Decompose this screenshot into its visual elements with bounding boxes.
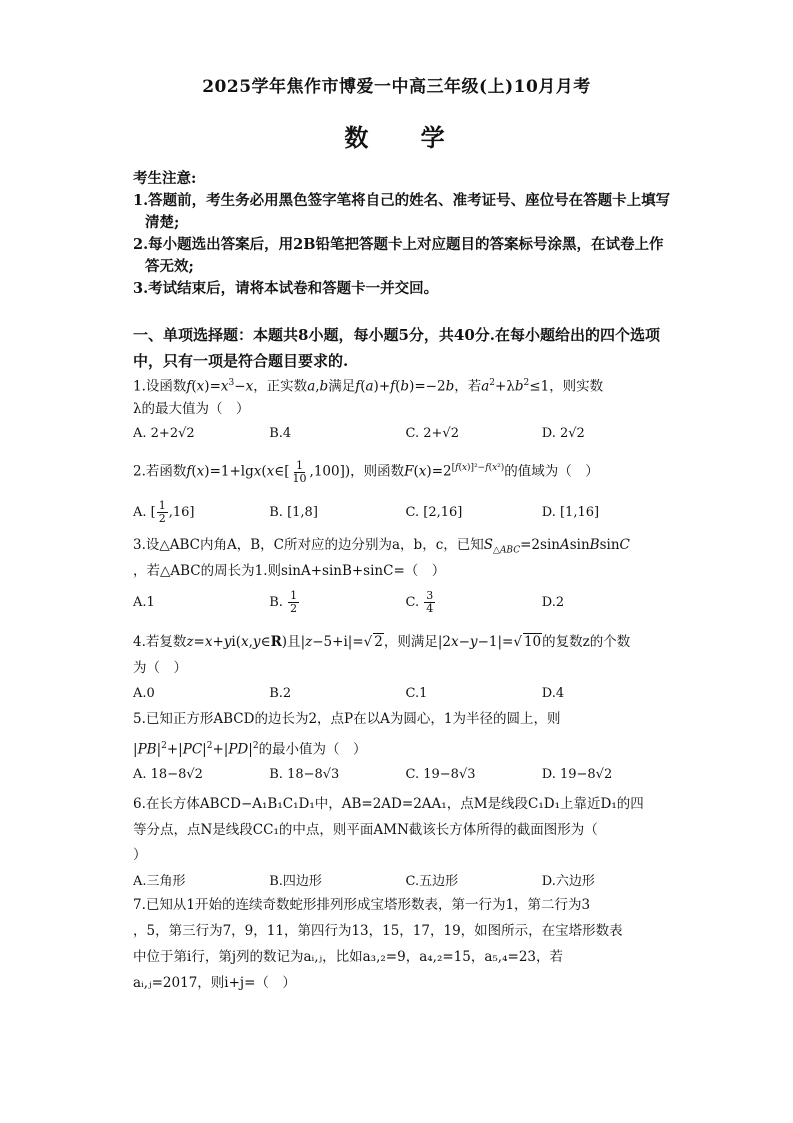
question-6-line-3: ） <box>133 847 147 863</box>
q2-option-d[interactable]: D. [1,16] <box>541 505 600 520</box>
q5-option-d[interactable]: D. 19−8√2 <box>541 767 613 782</box>
q4-option-b[interactable]: B.2 <box>269 686 292 701</box>
question-5-line-2: $|PB|^2+|PC|^2+|PD|^2$的最小值为（ ） <box>133 741 367 758</box>
q6-option-a[interactable]: A.三角形 <box>133 874 186 889</box>
question-3-line-2: ，若△ABC的周长为1.则sinA+sinB+sinC=（ ） <box>133 563 446 579</box>
q3-option-b[interactable]: B. $\frac{1}{2}$ <box>269 589 298 615</box>
q1-option-a[interactable]: A. 2+2√2 <box>133 426 195 441</box>
question-4-line-2: 为（ ） <box>133 660 187 676</box>
notice-heading: 考生注意: <box>133 170 197 187</box>
question-5-options <box>133 767 678 782</box>
q6-option-c[interactable]: C.五边形 <box>405 874 459 889</box>
question-6-options <box>133 870 678 889</box>
question-1-line-2: λ的最大值为（ ） <box>133 401 250 417</box>
section-heading: 一、单项选择题：本题共8小题，每小题5分，共40分.在每小题给出的四个选项中，只有一项是符合题目要求的. <box>133 326 660 370</box>
question-3-options <box>133 590 678 615</box>
notice-item-3: 3.考试结束后，请将本试卷和答题卡一并交回。 <box>133 280 439 297</box>
question-7-line-1: 7.已知从1开始的连续奇数蛇形排列形成宝塔形数表，第一行为1，第二行为3 <box>133 897 591 913</box>
question-7-line-2: ，5，第三行为7，9，11，第四行为13，15，17，19，如图所示，在宝塔形数表 <box>133 923 623 939</box>
question-6-line-2: 等分点，点N是线段CC₁的中点，则平面AMN截该长方体所得的截面图形为（ <box>133 822 598 838</box>
notice-block <box>133 168 673 300</box>
q3-option-d[interactable]: D.2 <box>541 595 565 610</box>
q5-option-a[interactable]: A. 18−8√2 <box>133 767 203 782</box>
q3-option-c[interactable]: C. $\frac{3}{4}$ <box>405 589 434 615</box>
q1-option-d[interactable]: D. 2√2 <box>541 426 585 441</box>
question-6-line-1: 6.在长方体ABCD−A₁B₁C₁D₁中，AB=2AD=2AA₁，点M是线段C₁D₁上靠近D₁的四 <box>133 796 644 812</box>
q6-option-d[interactable]: D.六边形 <box>541 874 595 889</box>
q6-option-b[interactable]: B.四边形 <box>269 874 322 889</box>
q1-option-c[interactable]: C. 2+√2 <box>405 426 459 441</box>
q2-option-b[interactable]: B. [1,8] <box>269 505 318 520</box>
subject-title: 数 学 <box>344 123 467 152</box>
q4-option-d[interactable]: D.4 <box>541 686 565 701</box>
q3-option-a[interactable]: A.1 <box>133 595 155 610</box>
question-4-options <box>133 686 678 701</box>
question-5-line-1: 5.已知正方形ABCD的边长为2，点P在以A为圆心，1为半径的圆上，则 <box>133 711 561 727</box>
question-3-line-1: 3.设△ABC内角A，B，C所对应的边分别为a，b，c，已知$S_{\triangle ABC}=2sinAsinBsinC$ <box>133 537 630 556</box>
q5-option-c[interactable]: C. 19−8√3 <box>405 767 476 782</box>
notice-item-2: 2.每小题选出答案后，用2B铅笔把答题卡上对应题目的答案标号涂黑，在试卷上作答无效; <box>133 236 664 275</box>
question-1-options <box>133 426 678 441</box>
question-7-line-4: aᵢ,ⱼ=2017，则i+j=（ ） <box>133 975 296 991</box>
q1-option-b[interactable]: B.4 <box>269 426 292 441</box>
question-7-line-3: 中位于第i行，第j列的数记为aᵢ,ⱼ，比如a₃,₂=9，a₄,₂=15，a₅,₄=23，若 <box>133 949 563 965</box>
question-1-line-1: 1.设函数$f(x)=x^3-x$，正实数a,b满足f(a)+f(b)=−2b，若$a^2+\lambda b^2\le 1$，则实数 <box>133 378 604 395</box>
exam-title: 2025学年焦作市博爱一中高三年级(上)10月月考 <box>202 77 591 97</box>
q4-option-c[interactable]: C.1 <box>405 686 428 701</box>
q4-option-a[interactable]: A.0 <box>133 686 155 701</box>
notice-item-1: 1.答题前，考生务必用黑色签字笔将自己的姓名、准考证号、座位号在答题卡上填写清楚; <box>133 192 671 231</box>
question-2-options <box>133 500 678 525</box>
question-4-line-1: 4.若复数z=x+yi(x,y∈R)且|z−5+i|=√ 2，则满足|2x−y−1|=√ 10的复数z的个数 <box>133 634 631 650</box>
q2-option-a[interactable]: A. [ $\frac{1}{2}$ ,16] <box>133 499 195 525</box>
q2-option-c[interactable]: C. [2,16] <box>405 505 463 520</box>
q5-option-b[interactable]: B. 18−8√3 <box>269 767 340 782</box>
question-2-line-1: 2.若函数f(x)=1+lgx(x∈[ $\frac{1}{10}$ ,100])，则函数$F(x)=2^{[f(x)]^2-f(x^2)}$的值域为（ ） <box>133 458 599 485</box>
